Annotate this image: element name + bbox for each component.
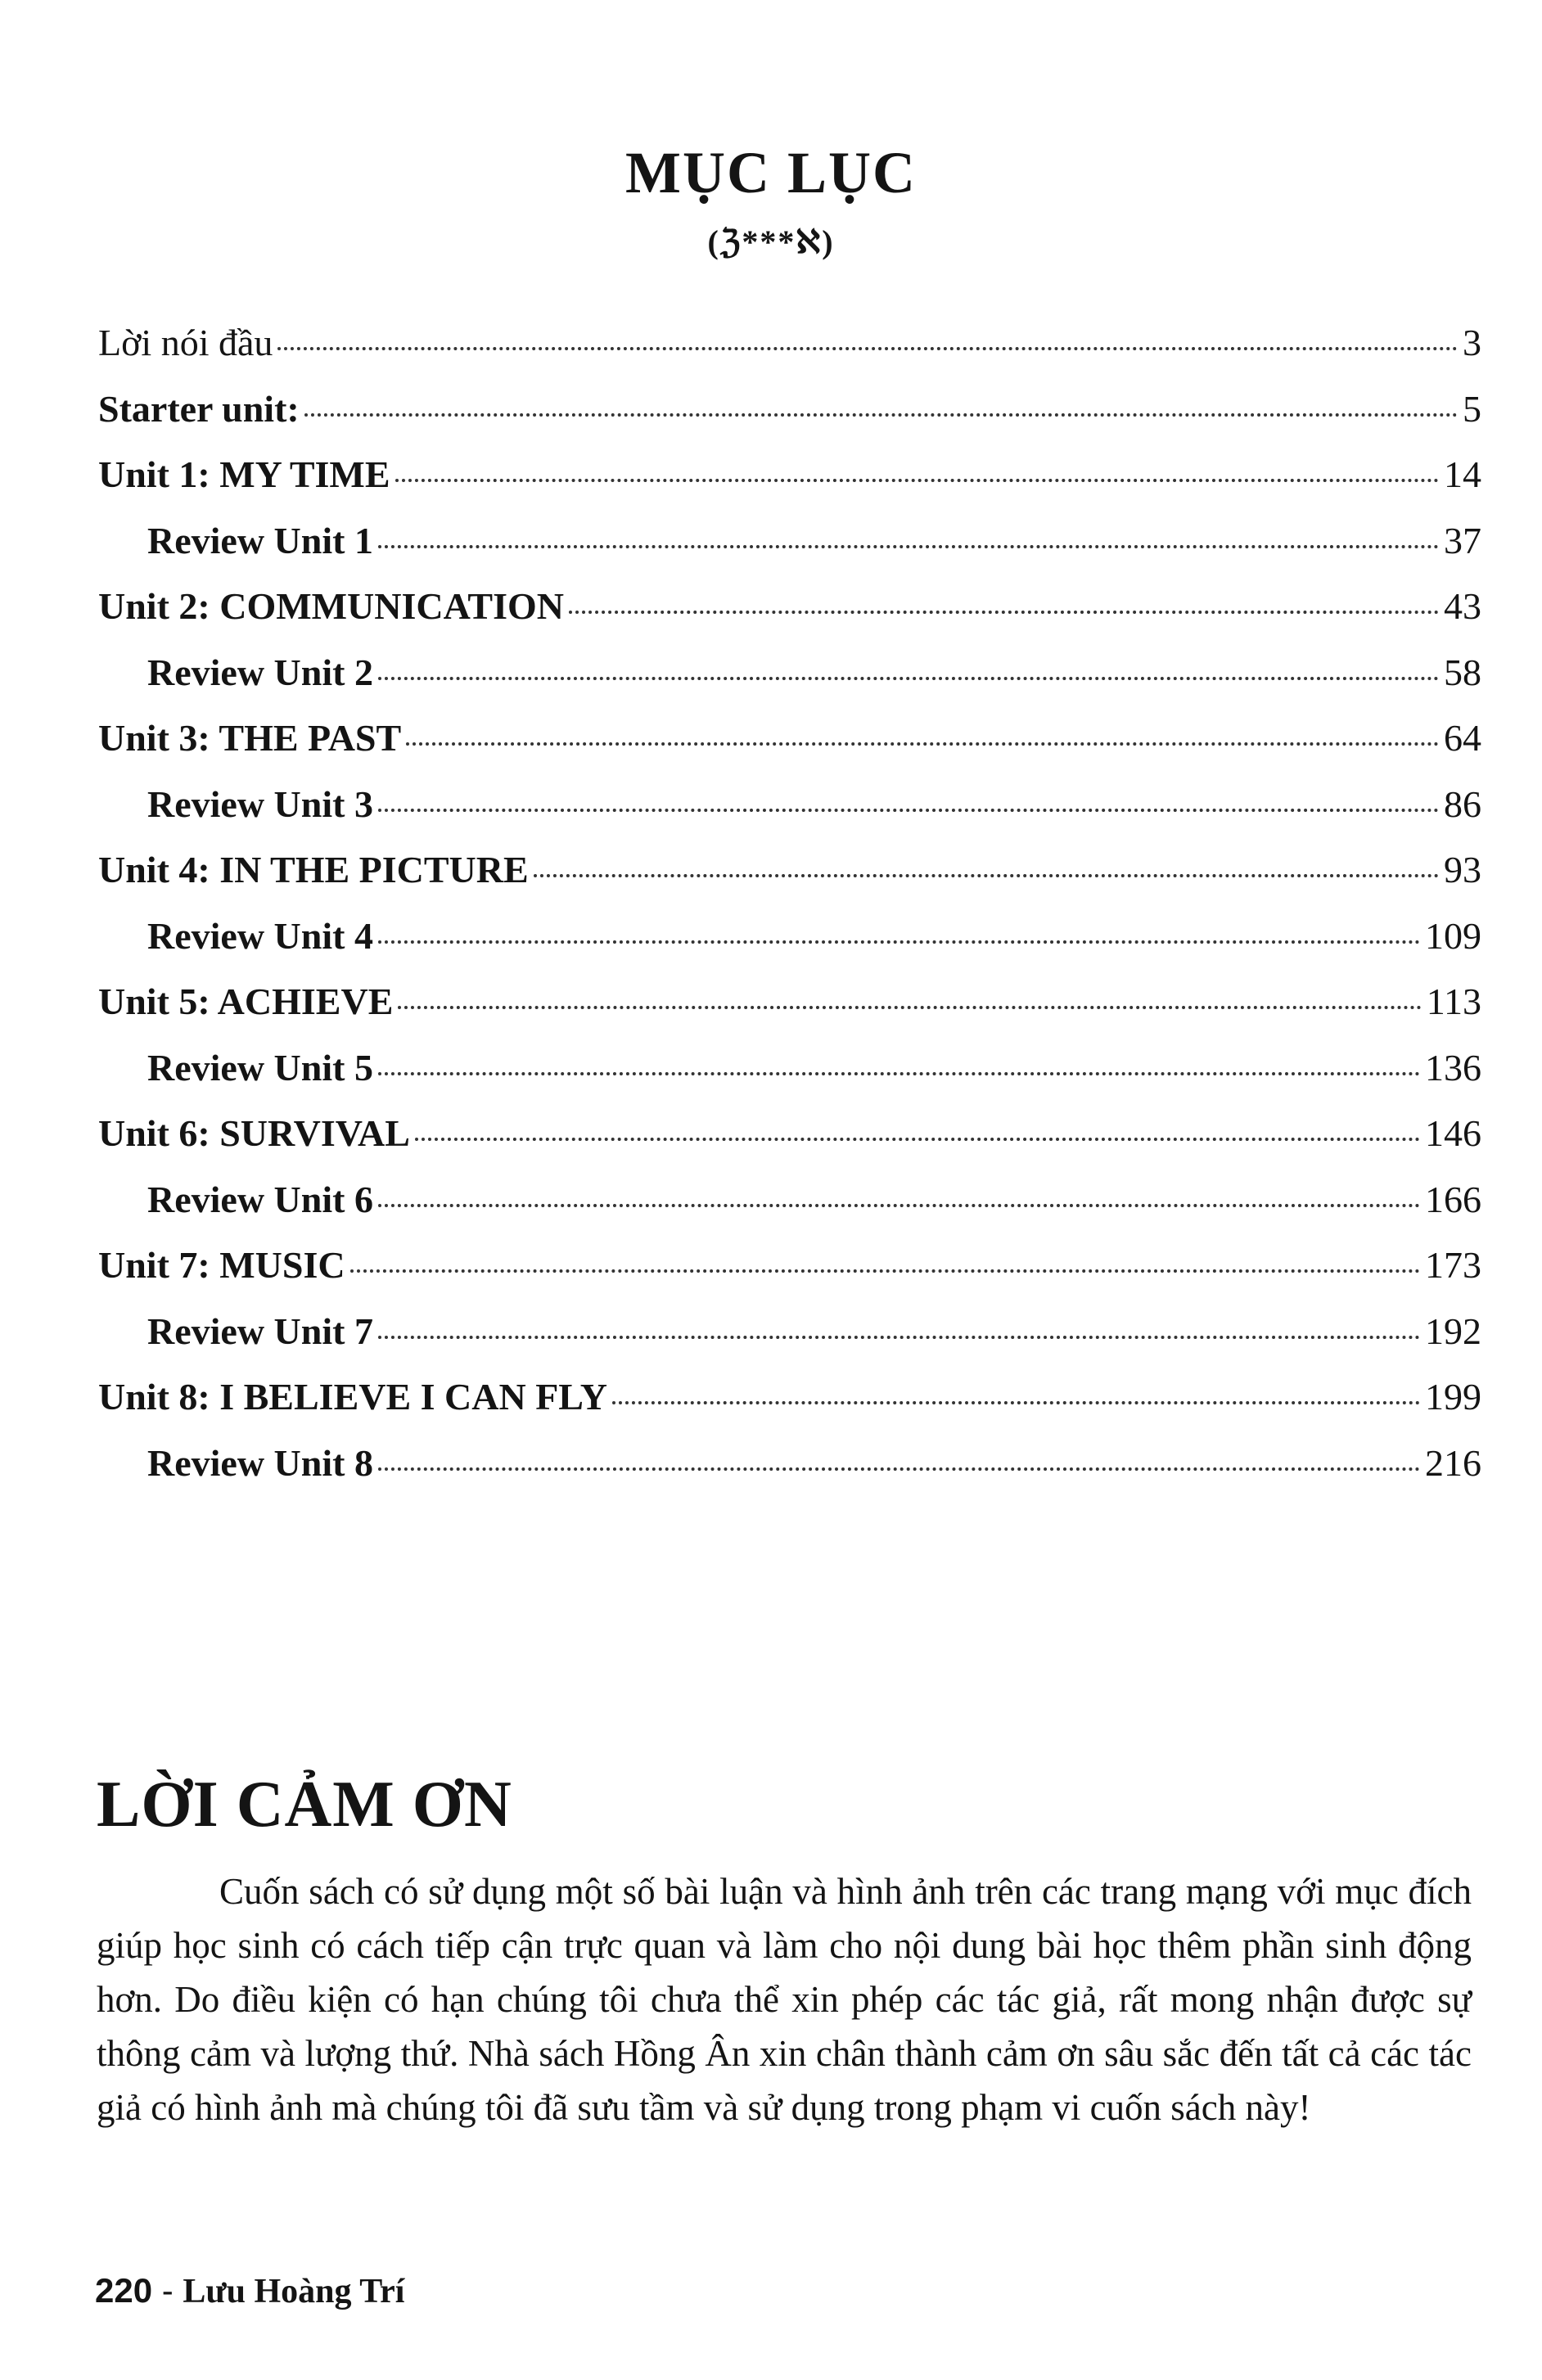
toc-entry-page: 37 bbox=[1444, 519, 1481, 561]
toc-entry-page: 166 bbox=[1425, 1178, 1481, 1220]
toc-entry bbox=[98, 453, 1481, 519]
toc-entry-page: 64 bbox=[1444, 717, 1481, 759]
toc-entry-label: Unit 5: ACHIEVE bbox=[98, 980, 394, 1022]
toc-dot-leader bbox=[395, 479, 1440, 482]
toc-entry-page: 146 bbox=[1425, 1112, 1481, 1154]
toc-dot-leader bbox=[378, 1336, 1420, 1339]
footer-page-number: 220 bbox=[95, 2271, 153, 2310]
toc-entry-label: Unit 2: COMMUNICATION bbox=[98, 585, 565, 627]
table-of-contents bbox=[98, 321, 1481, 1507]
title-ornament: (ℨ***ℵ) bbox=[707, 223, 835, 260]
toc-entry bbox=[98, 1243, 1481, 1309]
toc-entry-page: 43 bbox=[1444, 585, 1481, 627]
toc-entry bbox=[98, 1046, 1481, 1112]
toc-entry-label: Unit 4: IN THE PICTURE bbox=[98, 849, 529, 890]
toc-entry bbox=[98, 848, 1481, 914]
acknowledgement-body: Cuốn sách có sử dụng một số bài luận và hình ảnh trên các trang mạng với mục đích giúp học sinh có cách tiếp cận trực quan và làm cho nội dung bài học thêm phần sinh động hơn. Do điều kiện có hạn chúng tôi chưa thể xin phép các tác giả, rất mong nhận được sự thông cảm và lượng thứ. Nhà sách Hồng Ân xin chân thành cảm ơn sâu sắc đến tất cả các tác giả có hình ảnh mà chúng tôi đã sưu tầm và sử dụng trong phạm vi cuốn sách này! bbox=[97, 1871, 1472, 2128]
toc-dot-leader bbox=[569, 611, 1439, 614]
toc-dot-leader bbox=[378, 940, 1420, 944]
toc-entry-label: Review Unit 2 bbox=[147, 651, 373, 693]
toc-dot-leader bbox=[378, 677, 1439, 680]
toc-entry bbox=[98, 1178, 1481, 1244]
toc-dot-leader bbox=[304, 413, 1458, 417]
toc-entry-label: Review Unit 3 bbox=[147, 782, 373, 825]
toc-entry-label: Unit 1: MY TIME bbox=[98, 453, 390, 495]
toc-entry-label: Review Unit 6 bbox=[147, 1178, 373, 1220]
toc-dot-leader bbox=[378, 1204, 1420, 1207]
toc-entry-label: Starter unit: bbox=[98, 387, 300, 430]
toc-dot-leader bbox=[398, 1006, 1421, 1009]
toc-dot-leader bbox=[378, 545, 1439, 548]
toc-entry-label: Lời nói đầu bbox=[98, 322, 273, 363]
page-title: MỤC LỤC bbox=[625, 140, 917, 205]
toc-entry-page: 113 bbox=[1426, 980, 1481, 1022]
toc-entry bbox=[98, 1111, 1481, 1178]
toc-entry-page: 199 bbox=[1425, 1376, 1481, 1418]
toc-entry-label: Unit 3: THE PAST bbox=[98, 717, 402, 759]
toc-entry-label: Unit 8: I BELIEVE I CAN FLY bbox=[98, 1376, 607, 1418]
footer-separator: - bbox=[152, 2271, 183, 2310]
toc-dot-leader bbox=[378, 1467, 1420, 1471]
toc-entry-page: 109 bbox=[1425, 914, 1481, 957]
toc-dot-leader bbox=[277, 347, 1458, 350]
toc-entry bbox=[98, 387, 1481, 453]
toc-entry-page: 3 bbox=[1463, 322, 1481, 363]
toc-entry bbox=[98, 519, 1481, 585]
toc-entry bbox=[98, 782, 1481, 849]
toc-entry-page: 136 bbox=[1425, 1046, 1481, 1089]
toc-entry bbox=[98, 321, 1481, 387]
toc-entry-page: 14 bbox=[1444, 453, 1481, 495]
toc-entry bbox=[98, 716, 1481, 782]
toc-entry bbox=[98, 584, 1481, 651]
toc-entry bbox=[98, 651, 1481, 717]
toc-entry-label: Review Unit 1 bbox=[147, 519, 373, 561]
toc-entry bbox=[98, 980, 1481, 1046]
toc-dot-leader bbox=[378, 1072, 1420, 1075]
toc-entry-page: 5 bbox=[1463, 387, 1481, 430]
toc-dot-leader bbox=[534, 874, 1439, 877]
toc-entry-page: 58 bbox=[1444, 651, 1481, 693]
toc-entry-label: Unit 7: MUSIC bbox=[98, 1244, 345, 1286]
acknowledgement-title: LỜI CẢM ƠN bbox=[97, 1769, 512, 1841]
toc-dot-leader bbox=[406, 742, 1439, 746]
toc-entry-page: 173 bbox=[1425, 1244, 1481, 1286]
toc-dot-leader bbox=[415, 1138, 1420, 1141]
toc-entry-label: Unit 6: SURVIVAL bbox=[98, 1112, 410, 1154]
toc-entry bbox=[98, 1441, 1481, 1508]
toc-entry-label: Review Unit 5 bbox=[147, 1046, 373, 1089]
toc-entry-page: 93 bbox=[1444, 849, 1481, 890]
footer-author: Lưu Hoàng Trí bbox=[183, 2273, 405, 2310]
toc-entry-page: 86 bbox=[1444, 782, 1481, 825]
toc-entry bbox=[98, 1309, 1481, 1376]
toc-dot-leader bbox=[378, 809, 1439, 812]
toc-dot-leader bbox=[350, 1269, 1420, 1273]
toc-entry bbox=[98, 914, 1481, 980]
toc-entry-page: 192 bbox=[1425, 1309, 1481, 1352]
toc-entry-label: Review Unit 8 bbox=[147, 1441, 373, 1484]
toc-entry-page: 216 bbox=[1425, 1441, 1481, 1484]
page-footer bbox=[95, 2271, 404, 2311]
toc-entry-label: Review Unit 4 bbox=[147, 914, 373, 957]
toc-dot-leader bbox=[612, 1401, 1420, 1404]
toc-entry bbox=[98, 1375, 1481, 1441]
toc-entry-label: Review Unit 7 bbox=[147, 1309, 373, 1352]
